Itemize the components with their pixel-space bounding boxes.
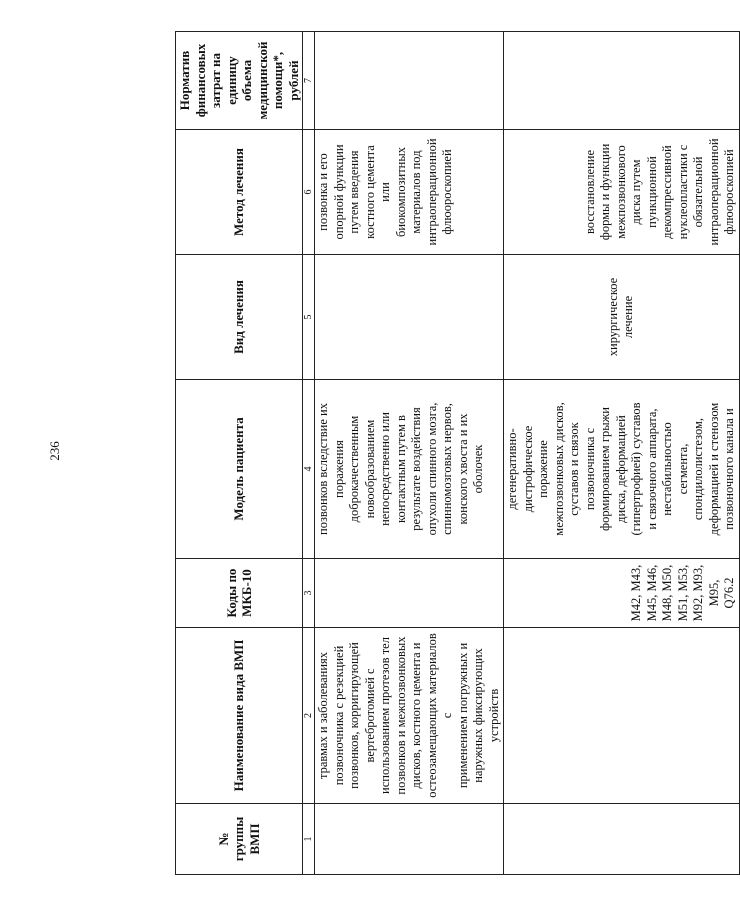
cell-cost xyxy=(315,32,504,130)
cell-patient-model: позвонков вследствие их поражения доброкачественным новообразованием непосредственно или контактным путем в результате воздействия опухоли спинного мозга, спинномозговых нервов, конского хвоста и их оболочек xyxy=(315,380,504,559)
header-treatment-type: Вид лечения xyxy=(176,255,303,380)
cell-treatment-method: позвонка и его опорной функции путем введения костного цемента или биокомпозитных материалов под интраоперационной флюороскопией xyxy=(315,130,504,255)
column-number: 7 xyxy=(303,32,315,130)
header-group-number: № группы ВМП xyxy=(176,804,303,875)
cell-group xyxy=(315,804,504,875)
cell-treatment-type xyxy=(315,255,504,380)
column-number: 1 xyxy=(303,804,315,875)
column-number: 4 xyxy=(303,380,315,559)
header-vmp-name: Наименование вида ВМП xyxy=(176,628,303,804)
column-number: 3 xyxy=(303,559,315,628)
rotated-table-container xyxy=(175,32,736,875)
column-number: 6 xyxy=(303,130,315,255)
header-icd-codes: Коды по МКБ-10 xyxy=(176,559,303,628)
cell-treatment-method: восстановление формы и функции межпозвонкового диска путем пункционной декомпрессивной нуклеопластики с обязательной интраоперационной флюороскопией xyxy=(504,130,740,255)
header-row xyxy=(176,32,303,875)
header-treatment-method: Метод лечения xyxy=(176,130,303,255)
vmp-table xyxy=(175,31,740,875)
table-row xyxy=(315,32,504,875)
cell-vmp-name: травмах и заболеваниях позвоночника с резекцией позвонков, корригирующей вертебротомией с использованием протезов тел позвонков и межпозвонковых дисков, костного цемента и остеозамещающих материалов с применением погружных и наружных фиксирующих устройств xyxy=(315,628,504,804)
column-number: 5 xyxy=(303,255,315,380)
cell-treatment-type: хирургическое лечение xyxy=(504,255,740,380)
header-patient-model: Модель пациента xyxy=(176,380,303,559)
cell-cost xyxy=(504,32,740,130)
page-number: 236 xyxy=(46,441,62,461)
cell-vmp-name xyxy=(504,628,740,804)
cell-icd-codes: M42, M43, M45, M46, M48, M50, M51, M53, M92, M93, M95, Q76.2 xyxy=(504,559,740,628)
cell-group xyxy=(504,804,740,875)
cell-icd-codes xyxy=(315,559,504,628)
column-number-row xyxy=(303,32,315,875)
table-row xyxy=(504,32,740,875)
header-cost-standard: Норматив финансовых затрат на единицу объема медицинской помощи*, рублей xyxy=(176,32,303,130)
column-number: 2 xyxy=(303,628,315,804)
cell-patient-model: дегенеративно- дистрофическое поражение межпозвонковых дисков, суставов и связок позвоночника с формированием грыжи диска, деформацией (гипертрофией) суставов и связочного аппарата, нестабильностью сегмента, спондилолистезом, деформацией и стенозом позвоночного канала и xyxy=(504,380,740,559)
